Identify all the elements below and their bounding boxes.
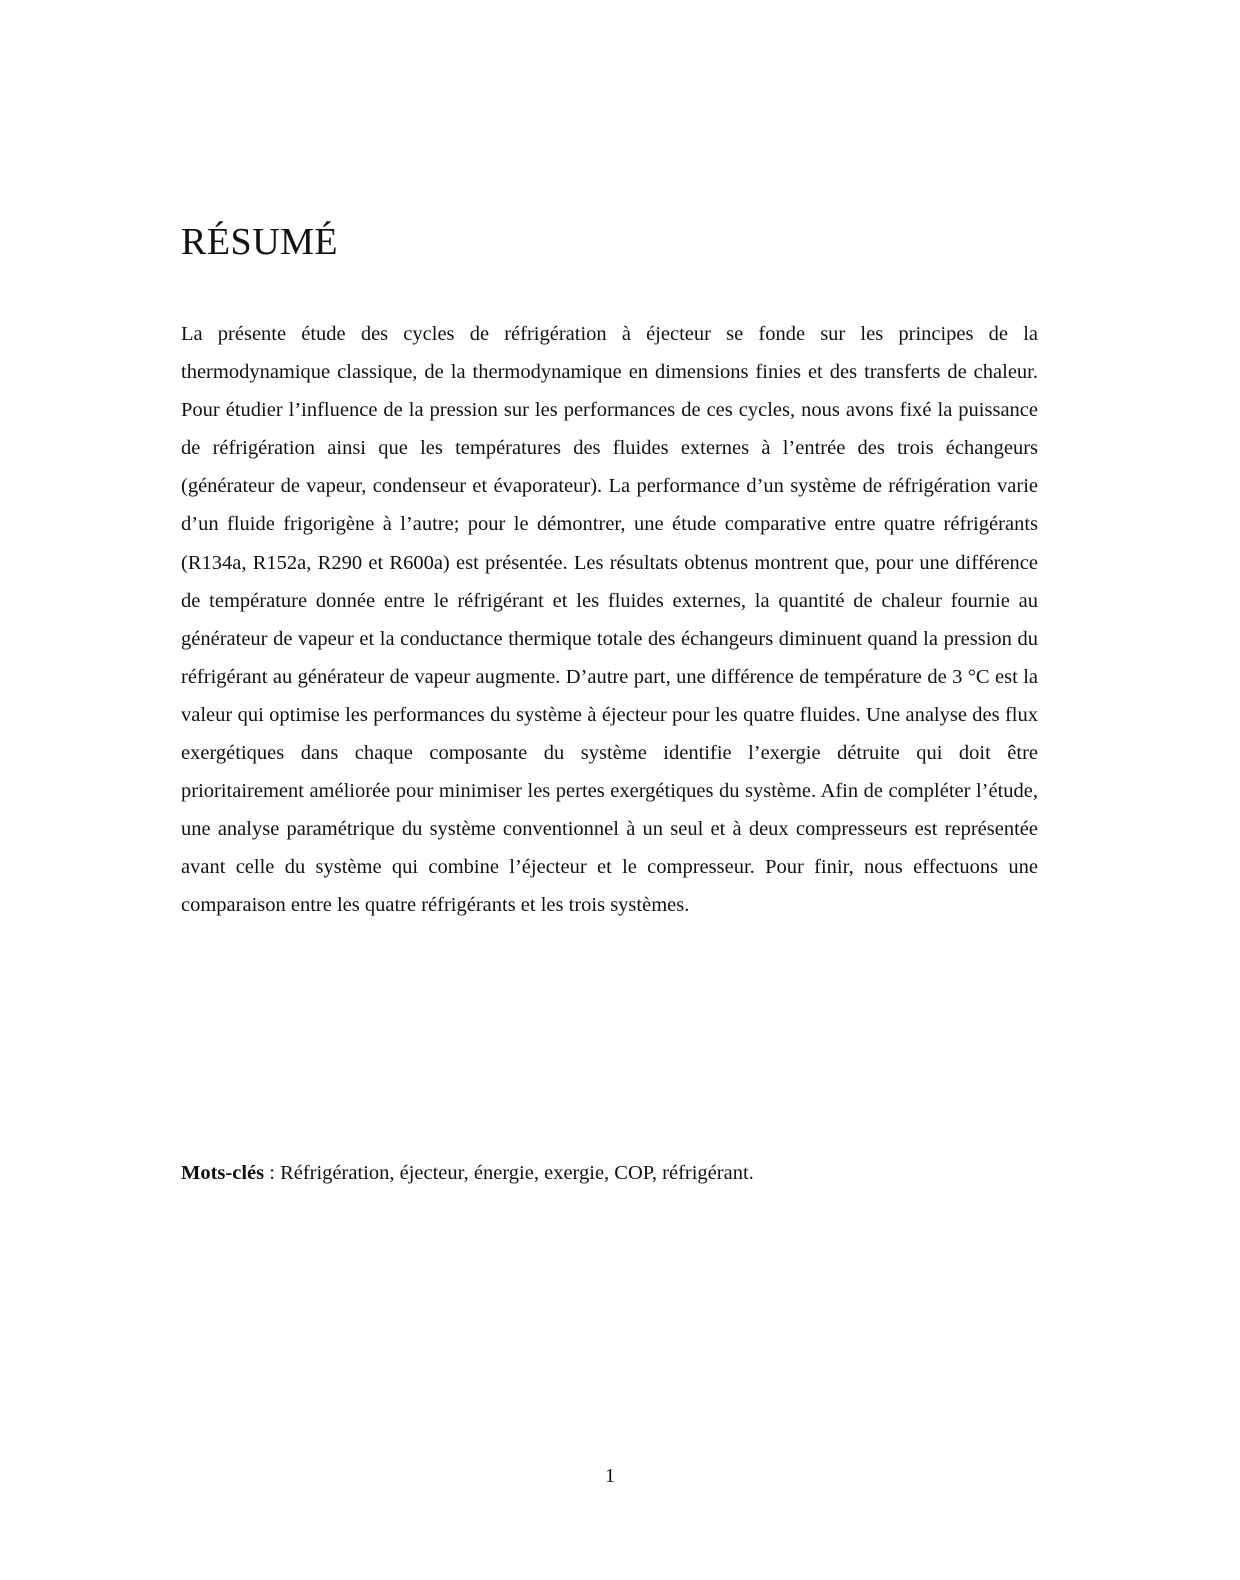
page-title: RÉSUMÉ xyxy=(181,221,339,263)
abstract-paragraph: La présente étude des cycles de réfrigération à éjecteur se fonde sur les principes de la thermodynamique classique, de la thermodynamique en dimensions finies et des transferts de chaleur. Pour étudier l’influence de la pression sur les performances de ces cycles, nous avons fixé la puissance de réfrigération ainsi que les températures des fluides externes à l’entrée des trois échangeurs (générateur de vapeur, condenseur et évaporateur). La performance d’un système de réfrigération varie d’un fluide frigorigène à l’autre; pour le démontrer, une étude comparative entre quatre réfrigérants (R134a, R152a, R290 et R600a) est présentée. Les résultats obtenus montrent que, pour une différence de température donnée entre le réfrigérant et les fluides externes, la quantité de chaleur fournie au générateur de vapeur et la conductance thermique totale des échangeurs diminuent quand la pression du réfrigérant au générateur de vapeur augmente. D’autre part, une différence de température de 3 °C est la valeur qui optimise les performances du système à éjecteur pour les quatre fluides. Une analyse des flux exergétiques dans chaque composante du système identifie l’exergie détruite qui doit être prioritairement améliorée pour minimiser les pertes exergétiques du système. Afin de compléter l’étude, une analyse paramétrique du système conventionnel à un seul et à deux compresseurs est représentée avant celle du système qui combine l’éjecteur et le compresseur. Pour finir, nous effectuons une comparaison entre les quatre réfrigérants et les trois systèmes. xyxy=(181,323,1038,917)
keywords-label: Mots-clés xyxy=(181,1162,265,1184)
keywords-line xyxy=(181,1158,1041,1188)
page-number: 1 xyxy=(605,1465,615,1487)
keywords-list: Réfrigération, éjecteur, énergie, exergie, COP, réfrigérant. xyxy=(280,1162,754,1184)
keywords-separator: : xyxy=(264,1162,281,1184)
